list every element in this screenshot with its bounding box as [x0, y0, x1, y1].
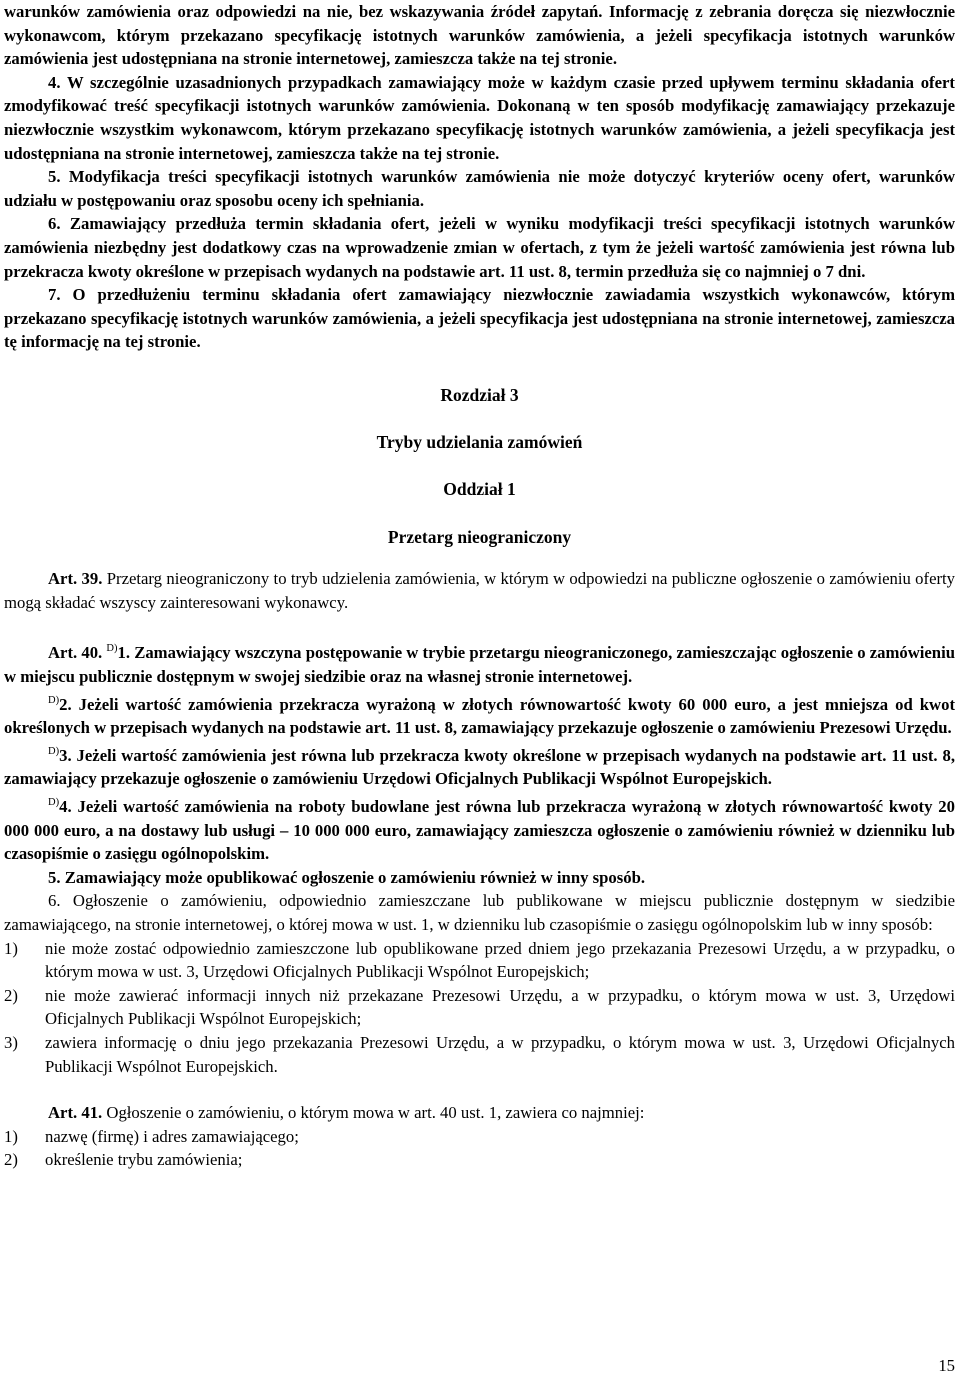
article-40-par-2 — [4, 689, 955, 740]
list-item: 2) określenie trybu zamówienia; — [4, 1150, 243, 1170]
page-number: 15 — [938, 1356, 955, 1375]
article-41 — [4, 1101, 955, 1125]
chapter-heading: Rozdział 3 — [440, 384, 519, 405]
article-40-par-4 — [4, 791, 955, 866]
continued-paragraph: warunków zamówienia oraz odpowiedzi na nie, bez wskazywania źródeł zapytań. Informację z zebrania doręcza się niezwłocznie wykonawcom, którym przekazano specyfikację istotnych warunków zamówienia, a jeżeli specyfikacja istotnych warunków zamówienia jest udostępniana na stronie internetowej, zamieszcza także na tej stronie. — [4, 2, 955, 69]
list-item: 2) nie może zawierać informacji innych niż przekazane Prezesowi Urzędu, a w przypadku, o którym mowa w ust. 3, Urzędowi Oficjalnych Publikacji Wspólnot Europejskich; — [4, 985, 955, 1029]
article-40-par-4-text: 4. Jeżeli wartość zamówienia na roboty budowlane jest równa lub przekracza wyrażoną w złotych równowartość kwoty 20 000 000 euro, a na dostawy lub usługi – 10 000 000 euro, zamawiający zamieszcza ogłoszenie o zamówieniu również w dzienniku lub czasopiśmie o zasięgu ogólnopolskim. — [4, 797, 955, 864]
article-39 — [4, 567, 955, 614]
section-title: Przetarg nieograniczony — [387, 526, 572, 547]
article-40-par-6: 6. Ogłoszenie o zamówieniu, odpowiednio zamieszczane lub publikowane w miejscu publicznie dostępnym w siedzibie zamawiającego, na stronie internetowej, o której mowa w ust. 1, w dzienniku lub czasopiśmie o zasięgu ogólnopolskim lub w inny sposób: — [4, 891, 955, 934]
footnote-marker: D) — [106, 643, 118, 655]
paragraph-7: 7. O przedłużeniu terminu składania ofert zamawiający niezwłocznie zawiadamia wszystkich wykonawców, którym przekazano specyfikację istotnych warunków zamówienia, a jeżeli specyfikacja jest udostępniana na stronie internetowej, zamieszcza tę informację na tej stronie. — [4, 285, 955, 352]
footnote-marker: D) — [48, 694, 60, 706]
article-40-label: Art. 40. — [48, 643, 103, 663]
article-39-text: Przetarg nieograniczony to tryb udzielenia zamówienia, w którym w odpowiedzi na publiczne ogłoszenie o zamówieniu oferty mogą składać wszyscy zainteresowani wykonawcy. — [4, 569, 956, 612]
chapter-title: Tryby udzielania zamówień — [376, 431, 583, 452]
article-40-par-1 — [4, 637, 955, 688]
list-item: 1) nazwę (firmę) i adres zamawiającego; — [4, 1126, 299, 1146]
article-40-list — [4, 937, 955, 1079]
article-41-list — [4, 1125, 955, 1172]
paragraph-5: 5. Modyfikacja treści specyfikacji istotnych warunków zamówienia nie może dotyczyć kryteriów oceny ofert, warunków udziału w postępowaniu oraz sposobu oceny ich spełniania. — [4, 167, 955, 210]
article-40-par-5: 5. Zamawiający może opublikować ogłoszenie o zamówieniu również w inny sposób. — [48, 867, 646, 887]
article-40-par-3-text: 3. Jeżeli wartość zamówienia jest równa lub przekracza kwoty określone w przepisach wydanych na podstawie art. 11 ust. 8, zamawiający przekazuje ogłoszenie o zamówieniu Urzędowi Oficjalnych Publikacji Wspólnot Europejskich. — [4, 745, 955, 789]
list-item: 3) zawiera informację o dniu jego przekazania Prezesowi Urzędu, a w przypadku, o którym mowa w ust. 3, Urzędowi Oficjalnych Publikacji Wspólnot Europejskich. — [4, 1032, 955, 1076]
document-page — [4, 0, 955, 1172]
list-item: 1) nie może zostać odpowiednio zamieszczone lub opublikowane przed dniem jego przekazania Prezesowi Urzędu, a w przypadku, o którym mowa w ust. 3, Urzędowi Oficjalnych Publikacji Wspólnot Europejskich; — [4, 938, 955, 982]
article-40-par-1-text: 1. Zamawiający wszczyna postępowanie w trybie przetargu nieograniczonego, zamieszczając ogłoszenie o zamówieniu w miejscu publicznie dostępnym w swojej siedzibie oraz na własnej stronie internetowej. — [4, 643, 956, 687]
article-41-label: Art. 41. — [48, 1103, 103, 1123]
paragraph-6: 6. Zamawiający przedłuża termin składania ofert, jeżeli w wyniku modyfikacji treści specyfikacji istotnych warunków zamówienia niezbędny jest dodatkowy czas na wprowadzenie zmian w ofertach, z tym że jeżeli wartość zamówienia jest równa lub przekracza kwoty określone w przepisach wydanych na podstawie art. 11 ust. 8, termin przedłuża się co najmniej o 7 dni. — [4, 214, 955, 281]
paragraph-4: 4. W szczególnie uzasadnionych przypadkach zamawiający może w każdym czasie przed upływem terminu składania ofert zmodyfikować treść specyfikacji istotnych warunków zamówienia. Dokonaną w ten sposób modyfikację zamawiający przekazuje niezwłocznie wszystkim wykonawcom, którym przekazano specyfikację istotnych warunków zamówienia, a jeżeli specyfikacja jest udostępniana na stronie internetowej, zamieszcza także na tej stronie. — [4, 72, 955, 163]
article-41-text: Ogłoszenie o zamówieniu, o którym mowa w art. 40 ust. 1, zawiera co najmniej: — [106, 1103, 645, 1123]
footnote-marker: D) — [48, 797, 60, 809]
article-39-label: Art. 39. — [48, 569, 103, 589]
section-heading: Oddział 1 — [443, 479, 516, 500]
article-40-par-2-text: 2. Jeżeli wartość zamówienia przekracza wyrażoną w złotych równowartość kwoty 60 000 euro, a jest mniejsza od kwot określonych w przepisach wydanych na podstawie art. 11 ust. 8, zamawiający przekazuje ogłoszenie o zamówieniu Prezesowi Urzędu. — [4, 694, 955, 738]
footnote-marker: D) — [48, 745, 60, 757]
article-40-par-3 — [4, 740, 955, 791]
